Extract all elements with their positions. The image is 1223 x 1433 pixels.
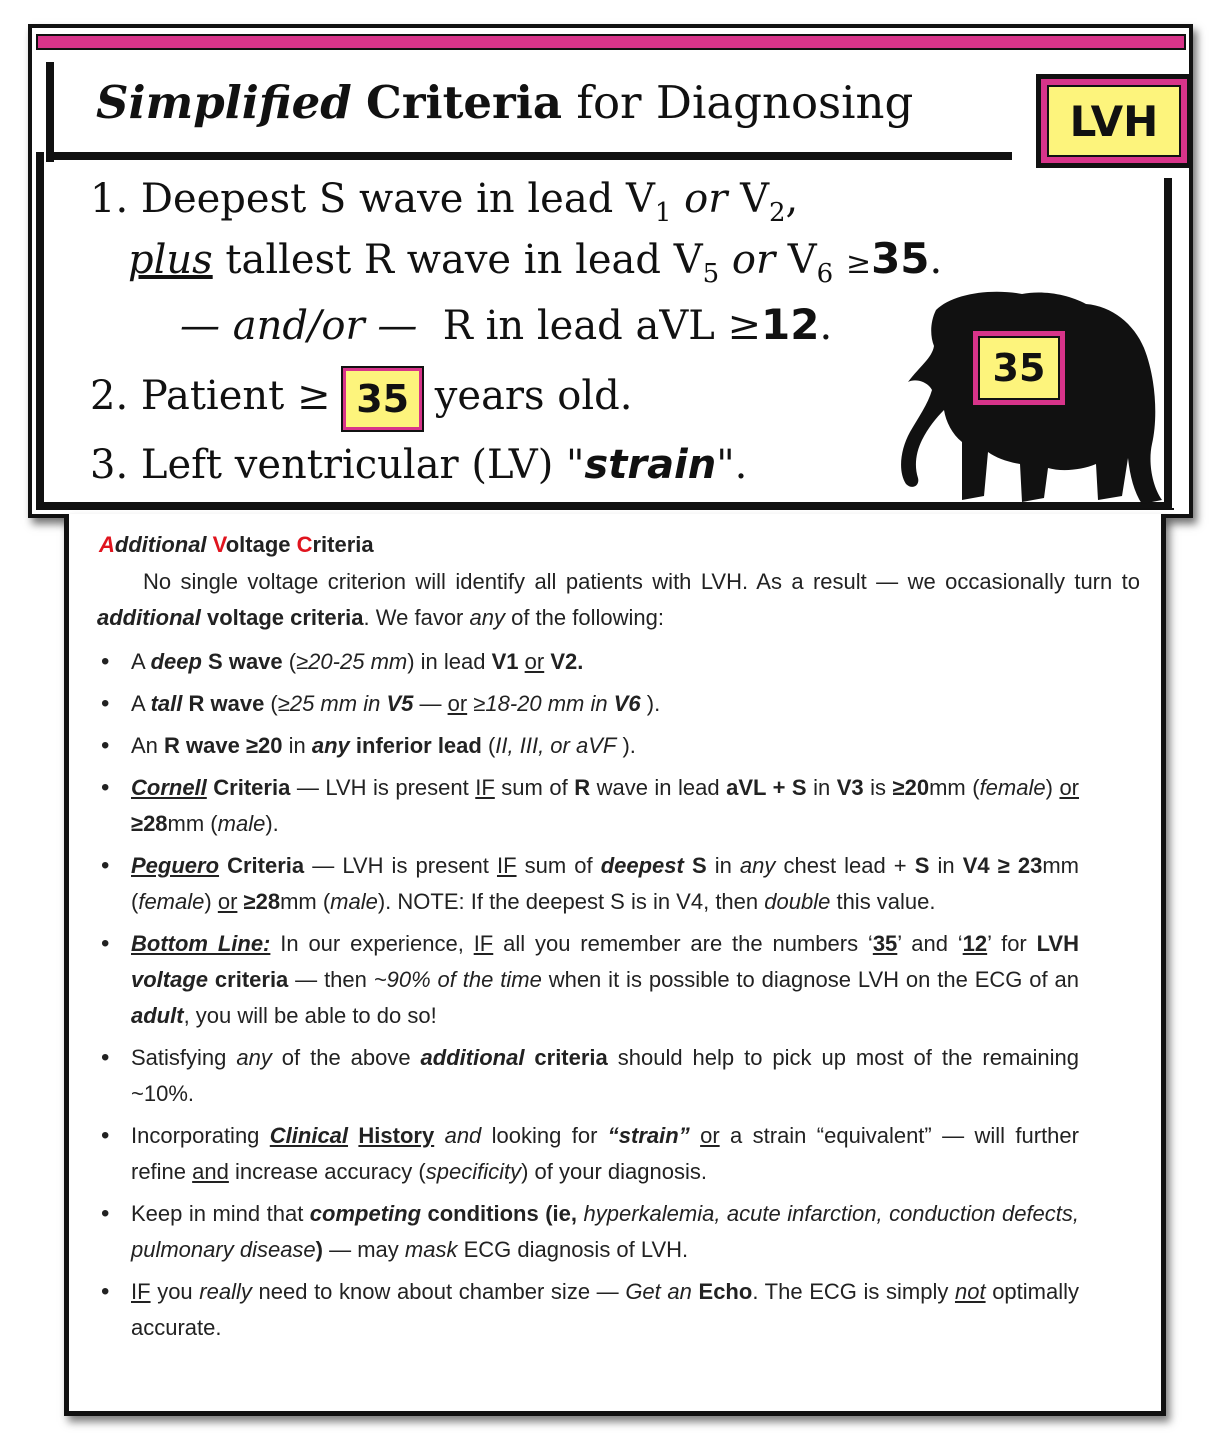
list-item: • An R wave ≥20 in any inferior lead (II, III, or aVF ). [131,728,1079,764]
list-item: • Keep in mind that competing conditions (ie, hyperkalemia, acute infarction, conduction defects, pulmonary disease) — may mask ECG diagnosis of LVH. [131,1196,1079,1268]
list-item: • A tall R wave (≥25 mm in V5 — or ≥18-20 mm in V6 ). [131,686,1079,722]
criterion-3: 3. Left ventricular (LV) "strain". [90,442,748,488]
list-item: • Cornell Criteria — LVH is present IF sum of R wave in lead aVL + S in V3 is ≥20mm (female) or ≥28mm (male). [131,770,1079,842]
age-35-box: 35 [343,368,422,430]
section-heading: Additional Voltage Criteria [99,532,374,557]
criteria-list [131,644,1079,1352]
list-item: • IF you really need to know about chamber size — Get an Echo. The ECG is simply not optimally accurate. [131,1274,1079,1346]
title-left-rule [46,62,54,162]
title-underline [46,152,1012,160]
title-criteria: Criteria [366,76,562,129]
list-item: • Satisfying any of the above additional criteria should help to pick up most of the remaining ~10%. [131,1040,1079,1112]
title-rest: for Diagnosing [576,76,914,129]
title-simplified: Simplified [96,76,352,129]
intro-paragraph: No single voltage criterion will identify all patients with LVH. As a result — we occasionally turn to additional voltage criteria. We favor any of the following: [97,569,1140,630]
criterion-1-line-3: — and/or — R in lead aVL ≥12. [180,300,833,349]
elephant-35-badge: 35 [970,328,1068,408]
list-item: • Bottom Line: In our experience, IF all you remember are the numbers ‘35’ and ‘12’ for LVH voltage criteria — then ~90% of the time when it is possible to diagnose LVH on the ECG of an adult, you will be able to do so! [131,926,1079,1034]
page-title [96,76,913,129]
list-item: • Peguero Criteria — LVH is present IF sum of deepest S in any chest lead + S in V4 ≥ 23mm (female) or ≥28mm (male). NOTE: If the deepest S is in V4, then double this value. [131,848,1079,920]
criterion-1-line-2: plus tallest R wave in lead $V_5$ or $V_6 \ge 35$. [128,234,943,289]
additional-voltage-criteria-panel [64,514,1166,1416]
criterion-2: 2. Patient ≥ 35 years old. [90,368,632,430]
simplified-criteria-panel [28,24,1193,518]
pink-header-band [36,34,1186,50]
panel-frame-left [36,152,44,508]
list-item: • A deep S wave (≥20-25 mm) in lead V1 or V2. [131,644,1079,680]
criterion-1-line-1: 1. Deepest S wave in lead $V_1$ or $V_2$, [90,176,799,228]
lvh-badge-label: LVH [1047,85,1181,157]
list-item: • Incorporating Clinical History and looking for “strain” or a strain “equivalent” — will further refine and increase accuracy (specificity) of your diagnosis. [131,1118,1079,1190]
lvh-badge [1036,74,1192,168]
